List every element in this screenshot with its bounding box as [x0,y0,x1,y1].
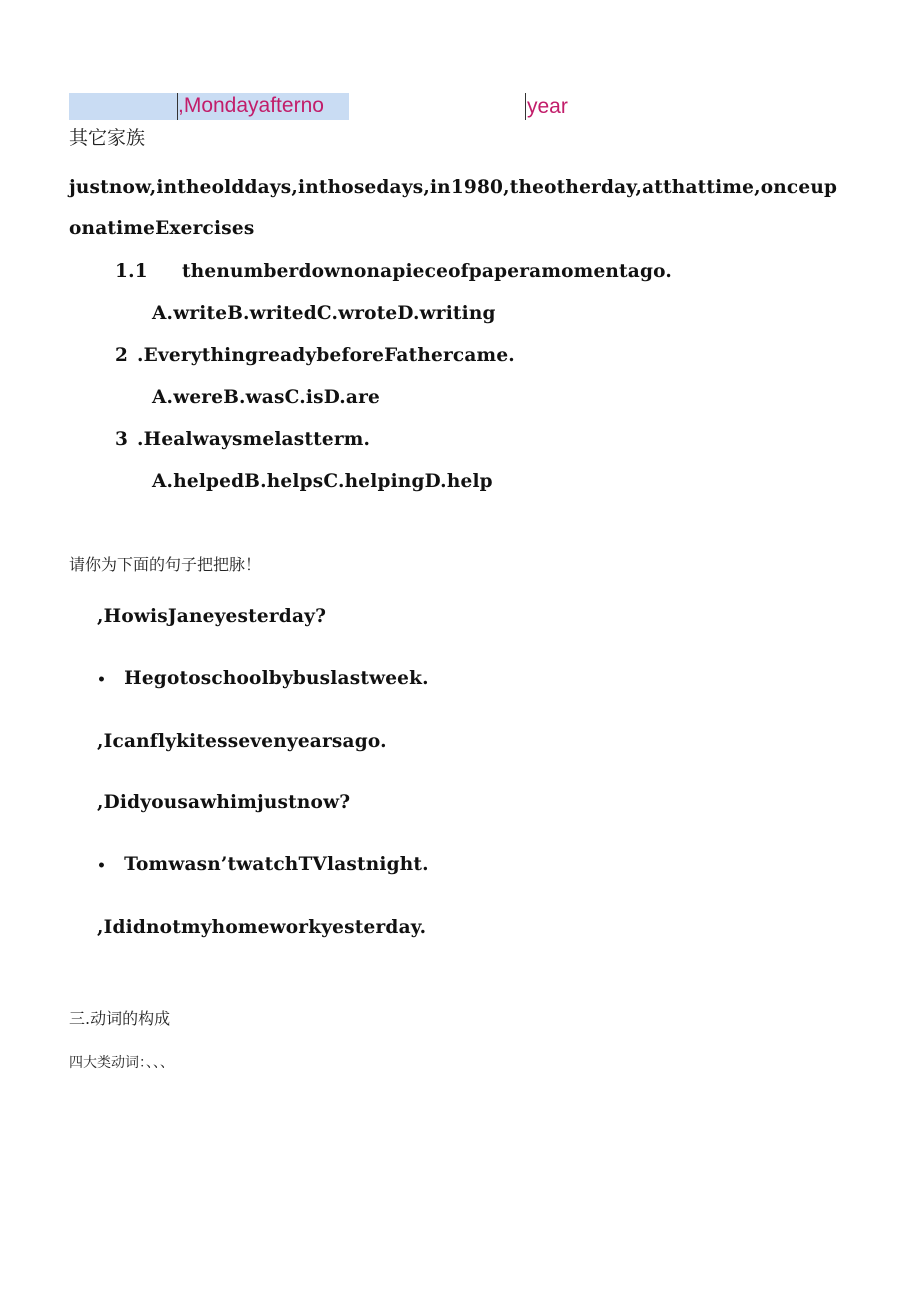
header-segment-1: ,Mondayafterno [178,94,324,117]
list-marker: , [97,917,104,938]
list-item [97,731,387,752]
exercise-number: 2 [115,345,129,366]
list-marker: , [97,731,104,752]
list-item [97,854,429,875]
bullet-icon: • [97,672,107,688]
exercise-number: 3 [115,429,129,450]
exercise-question: thenumberdownonapieceofpaperamomentago. [182,261,672,282]
list-item-text: Didyousawhimjustnow? [103,792,351,813]
list-item-text: HowisJaneyesterday? [103,606,327,627]
list-item [97,792,350,813]
list-item-text: Icanflykitessevenyearsago. [103,731,387,752]
list-item-text: Tomwasn’twatchTVlastnight. [124,854,429,875]
header-segment-2: year [527,95,568,118]
section-title: 三.动词的构成 [69,1009,171,1028]
list-item [97,606,326,627]
list-marker: , [97,792,104,813]
time-words-line-1: justnow,intheolddays,inthosedays,in1980,theotherday,atthattime,onceup [69,177,838,198]
exercise-options: A.helpedB.helpsC.helpingD.help [152,471,493,492]
exercise-number: 1.1 [115,261,148,282]
list-item-text: Hegotoschoolbybuslastweek. [124,668,429,689]
text-cursor [525,93,526,120]
list-marker: , [97,606,104,627]
list-item [97,917,426,938]
time-words-line-2: onatimeExercises [69,218,255,239]
bullet-icon: • [97,858,107,874]
exercise-question: .Healwaysmelastterm. [137,429,371,450]
header-subtitle: 其它家族 [69,127,146,149]
section-subtitle: 四大类动词：、、、 [69,1055,174,1071]
exercise-question: .EverythingreadybeforeFathercame. [137,345,515,366]
list-item [97,668,429,689]
exercise-options: A.writeB.writedC.wroteD.writing [152,303,496,324]
diagnosis-heading: 请你为下面的句子把把脉！ [69,555,262,574]
exercise-options: A.wereB.wasC.isD.are [152,387,381,408]
list-item-text: Ididnotmyhomeworkyesterday. [103,917,427,938]
